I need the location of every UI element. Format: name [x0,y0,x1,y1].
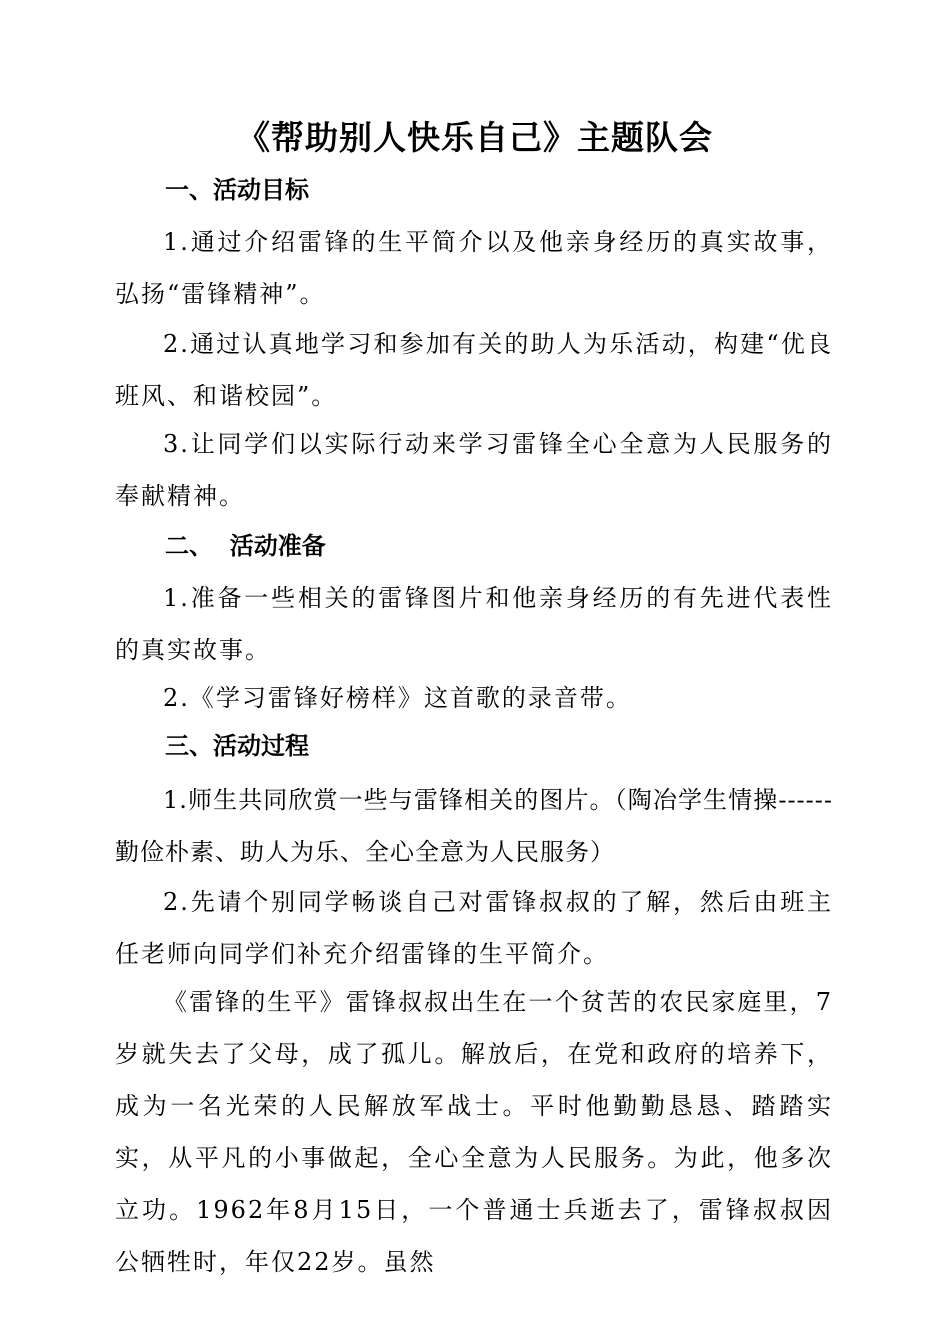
goal-paragraph-1: 1.通过介绍雷锋的生平简介以及他亲身经历的真实故事，弘扬“雷锋精神”。 [115,228,833,308]
preparation-paragraph-1: 1.准备一些相关的雷锋图片和他亲身经历的有先进代表性的真实故事。 [115,584,833,664]
section-heading-goals: 一、活动目标 [165,176,309,204]
goal-paragraph-2: 2.通过认真地学习和参加有关的助人为乐活动，构建“优良班风、和谐校园”。 [115,330,833,410]
preparation-paragraph-2: 2.《学习雷锋好榜样》这首歌的录音带。 [163,684,632,712]
page-title: 《帮助别人快乐自己》主题队会 [237,118,713,157]
section-heading-process: 三、活动过程 [165,732,309,760]
process-paragraph-3: 《雷锋的生平》雷锋叔叔出生在一个贫苦的农民家庭里，7岁就失去了父母，成了孤儿。解放后，在党和政府的培养下，成为一名光荣的人民解放军战士。平时他勤勤恳恳、踏踏实实，从平凡的小事做起，全心全意为人民服务。为此，他多次立功。1962年8月15日，一个普通士兵逝去了，雷锋叔叔因公牺牲时，年仅22岁。虽然 [115,988,833,1276]
section-heading-preparation: 二、 活动准备 [165,532,326,560]
process-paragraph-2: 2.先请个别同学畅谈自己对雷锋叔叔的了解，然后由班主任老师向同学们补充介绍雷锋的生平简介。 [115,888,833,968]
goal-paragraph-3: 3.让同学们以实际行动来学习雷锋全心全意为人民服务的奉献精神。 [115,430,833,510]
process-paragraph-1: 1.师生共同欣赏一些与雷锋相关的图片。（陶冶学生情操------勤俭朴素、助人为乐、全心全意为人民服务） [115,786,833,866]
